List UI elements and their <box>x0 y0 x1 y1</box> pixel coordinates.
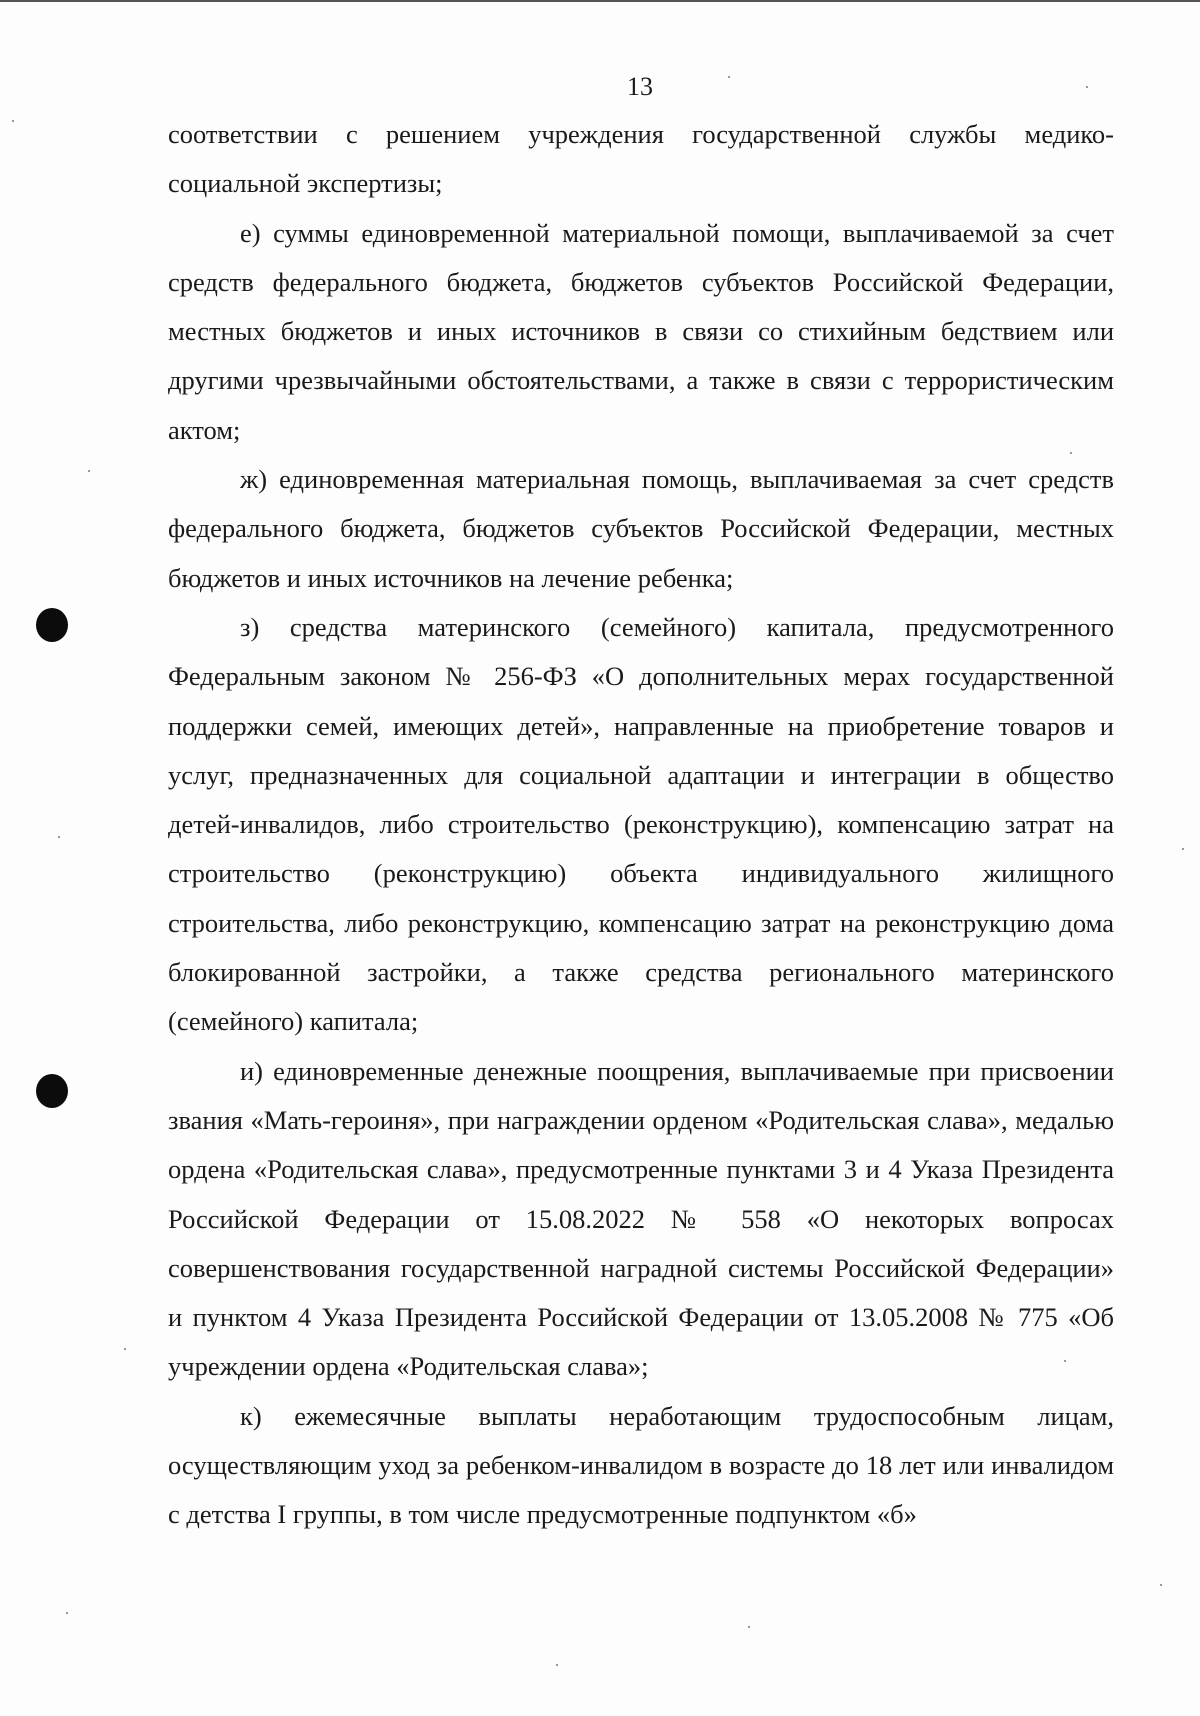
scan-speck <box>1160 1584 1162 1586</box>
punch-hole-upper <box>36 608 68 642</box>
scan-speck <box>1086 86 1088 88</box>
document-body <box>168 110 1114 1540</box>
scan-speck <box>12 120 14 122</box>
paragraph-z: з) средства материнского (семейного) капитала, предусмотренного Федеральным законом № 256-ФЗ «О дополнительных мерах государственной поддержки семей, имеющих детей», направленные на приобретение товаров и услуг, предназначенных для социальной адаптации и интеграции в общество детей-инвалидов, либо строительство (реконструкцию), компенсацию затрат на строительство (реконструкцию) объекта индивидуального жилищного строительства, либо реконструкцию, компенсацию затрат на реконструкцию дома блокированной застройки, а также средства регионального материнского (семейного) капитала; <box>168 611 1114 1037</box>
scan-speck <box>728 76 730 78</box>
page-number: 13 <box>627 72 653 101</box>
paragraph-k: к) ежемесячные выплаты неработающим трудоспособным лицам, осуществляющим уход за ребенком-инвалидом в возрасте до 18 лет или инвалидом с детства I группы, в том числе предусмотренные подпунктом «б» <box>168 1400 1114 1530</box>
punch-hole-lower <box>36 1074 68 1108</box>
page-top-edge <box>0 0 1200 2</box>
scan-speck <box>1070 452 1072 454</box>
scan-speck <box>1182 848 1184 850</box>
paragraph-i: и) единовременные денежные поощрения, выплачиваемые при присвоении звания «Мать-героиня», при награждении орденом «Родительская слава», медалью ордена «Родительская слава», предусмотренные пунктами 3 и 4 Указа Президента Российской Федерации от 15.08.2022 № 558 «О некоторых вопросах совершенствования государственной наградной системы Российской Федерации» и пунктом 4 Указа Президента Российской Федерации от 13.05.2008 № 775 «Об учреждении ордена «Родительская слава»; <box>168 1055 1114 1382</box>
scan-speck <box>748 1626 750 1628</box>
paragraph-continuation: соответствии с решением учреждения государственной службы медико-социальной экспертизы; <box>168 119 1114 199</box>
scan-speck <box>1064 1360 1066 1362</box>
scan-speck <box>58 836 60 838</box>
paragraph-zh: ж) единовременная материальная помощь, выплачиваемая за счет средств федерального бюджета, бюджетов субъектов Российской Федерации, местных бюджетов и иных источников на лечение ребенка; <box>168 464 1114 593</box>
scan-speck <box>124 1348 126 1350</box>
paragraph-e: е) суммы единовременной материальной помощи, выплачиваемой за счет средств федерального бюджета, бюджетов субъектов Российской Федерации, местных бюджетов и иных источников в связи со стихийным бедствием или другими чрезвычайными обстоятельствами, а также в связи с террористическим актом; <box>168 217 1114 445</box>
scan-speck <box>88 470 90 472</box>
scan-speck <box>556 1664 558 1666</box>
scan-speck <box>66 1612 68 1614</box>
